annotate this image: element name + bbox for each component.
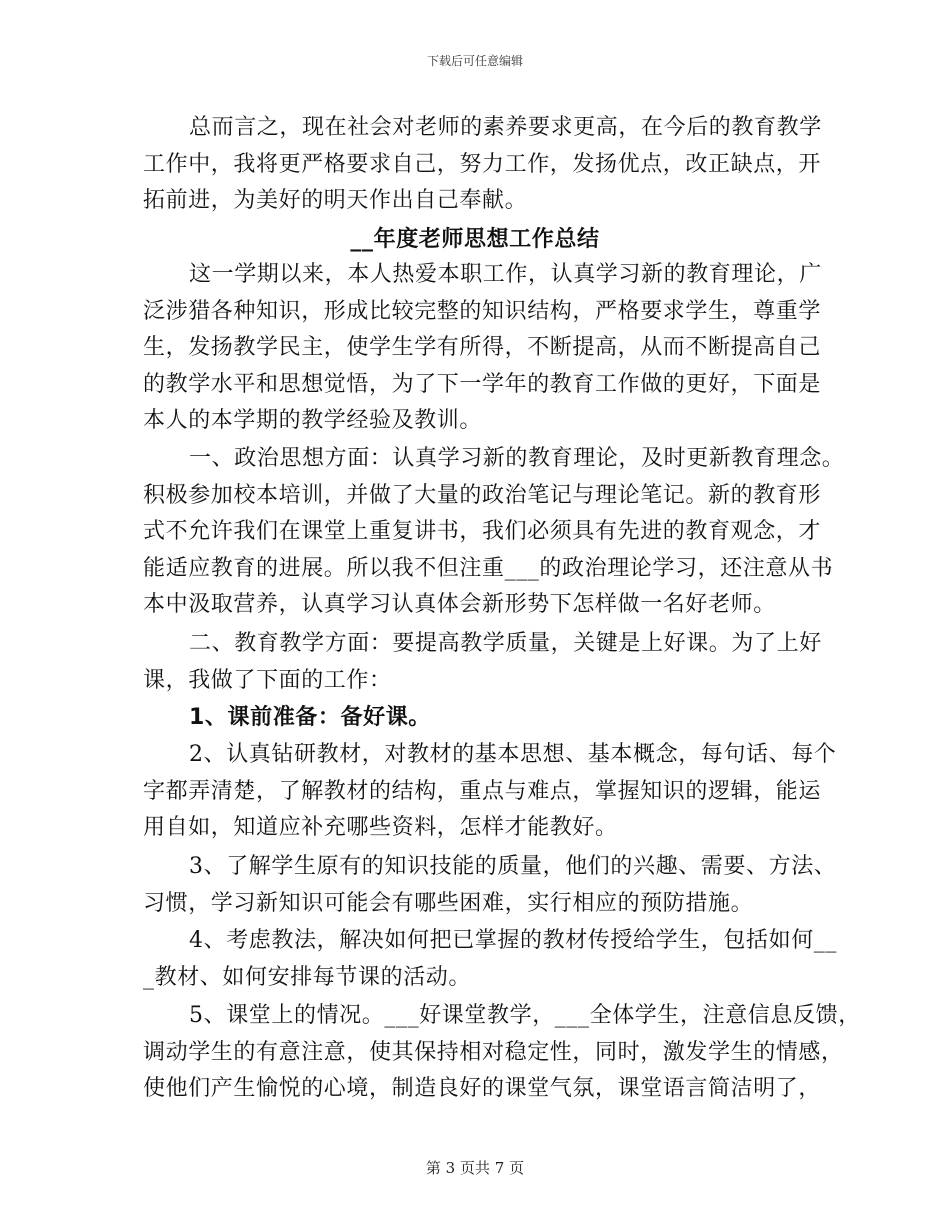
text-line: 本中汲取营养，认真学习认真体会新形势下怎样做一名好老师。 <box>143 592 776 617</box>
section-heading: 1、课前准备：备好课。 <box>189 705 431 730</box>
text-line: 拓前进，为美好的明天作出自己奉献。 <box>143 188 528 213</box>
text-line: 的教学水平和思想觉悟，为了下一学年的教育工作做的更好，下面是 <box>143 372 822 397</box>
text-line: 泛涉猎各种知识，形成比较完整的知识结构，严格要求学生，尊重学 <box>143 299 822 324</box>
text-line: 2、认真钻研教材，对教材的基本思想、基本概念，每句话、每个 <box>189 742 837 767</box>
page-footer: 第 3 页共 7 页 <box>425 1159 525 1177</box>
text-line: 总而言之，现在社会对老师的素养要求更高，在今后的教育教学 <box>189 115 822 140</box>
text-line: 生，发扬教学民主，使学生学有所得，不断提高，从而不断提高自己 <box>143 335 822 360</box>
text-line: 工作中，我将更严格要求自己，努力工作，发扬优点，改正缺点，开 <box>143 152 822 177</box>
text-line: 积极参加校本培训，并做了大量的政治笔记与理论笔记。新的教育形 <box>143 483 822 508</box>
text-line: _教材、如何安排每节课的活动。 <box>143 965 472 990</box>
text-line: 二、教育教学方面：要提高教学质量，关键是上好课。为了上好 <box>189 631 822 656</box>
text-line: 4、考虑教法，解决如何把已掌握的教材传授给学生，包括如何__ <box>189 928 837 953</box>
text-line: 调动学生的有意注意，使其保持相对稳定性，同时，激发学生的情感， <box>143 1040 844 1065</box>
text-line: 课，我做了下面的工作： <box>143 668 392 693</box>
document-title: __年度老师思想工作总结 <box>350 227 600 252</box>
text-line: 式不允许我们在课堂上重复讲书，我们必须具有先进的教育观念，才 <box>143 519 822 544</box>
text-line: 这一学期以来，本人热爱本职工作，认真学习新的教育理论，广 <box>189 262 822 287</box>
text-line: 用自如，知道应补充哪些资料，怎样才能教好。 <box>143 815 618 840</box>
text-line: 3、了解学生原有的知识技能的质量，他们的兴趣、需要、方法、 <box>189 854 837 879</box>
page-header: 下载后可任意编辑 <box>426 54 523 68</box>
text-line: 习惯，学习新知识可能会有哪些困难，实行相应的预防措施。 <box>143 891 754 916</box>
text-line: 使他们产生愉悦的心境，制造良好的课堂气氛，课堂语言简洁明了， <box>143 1076 822 1101</box>
text-line: 字都弄清楚，了解教材的结构，重点与难点，掌握知识的逻辑，能运 <box>143 779 822 804</box>
text-line: 能适应教育的进展。所以我不但注重___的政治理论学习，还注意从书 <box>143 556 834 581</box>
text-line: 一、政治思想方面：认真学习新的教育理论，及时更新教育理念。 <box>189 446 845 471</box>
text-line: 本人的本学期的教学经验及教训。 <box>143 408 483 433</box>
text-line: 5、课堂上的情况。___好课堂教学，___全体学生，注意信息反馈， <box>189 1003 861 1028</box>
